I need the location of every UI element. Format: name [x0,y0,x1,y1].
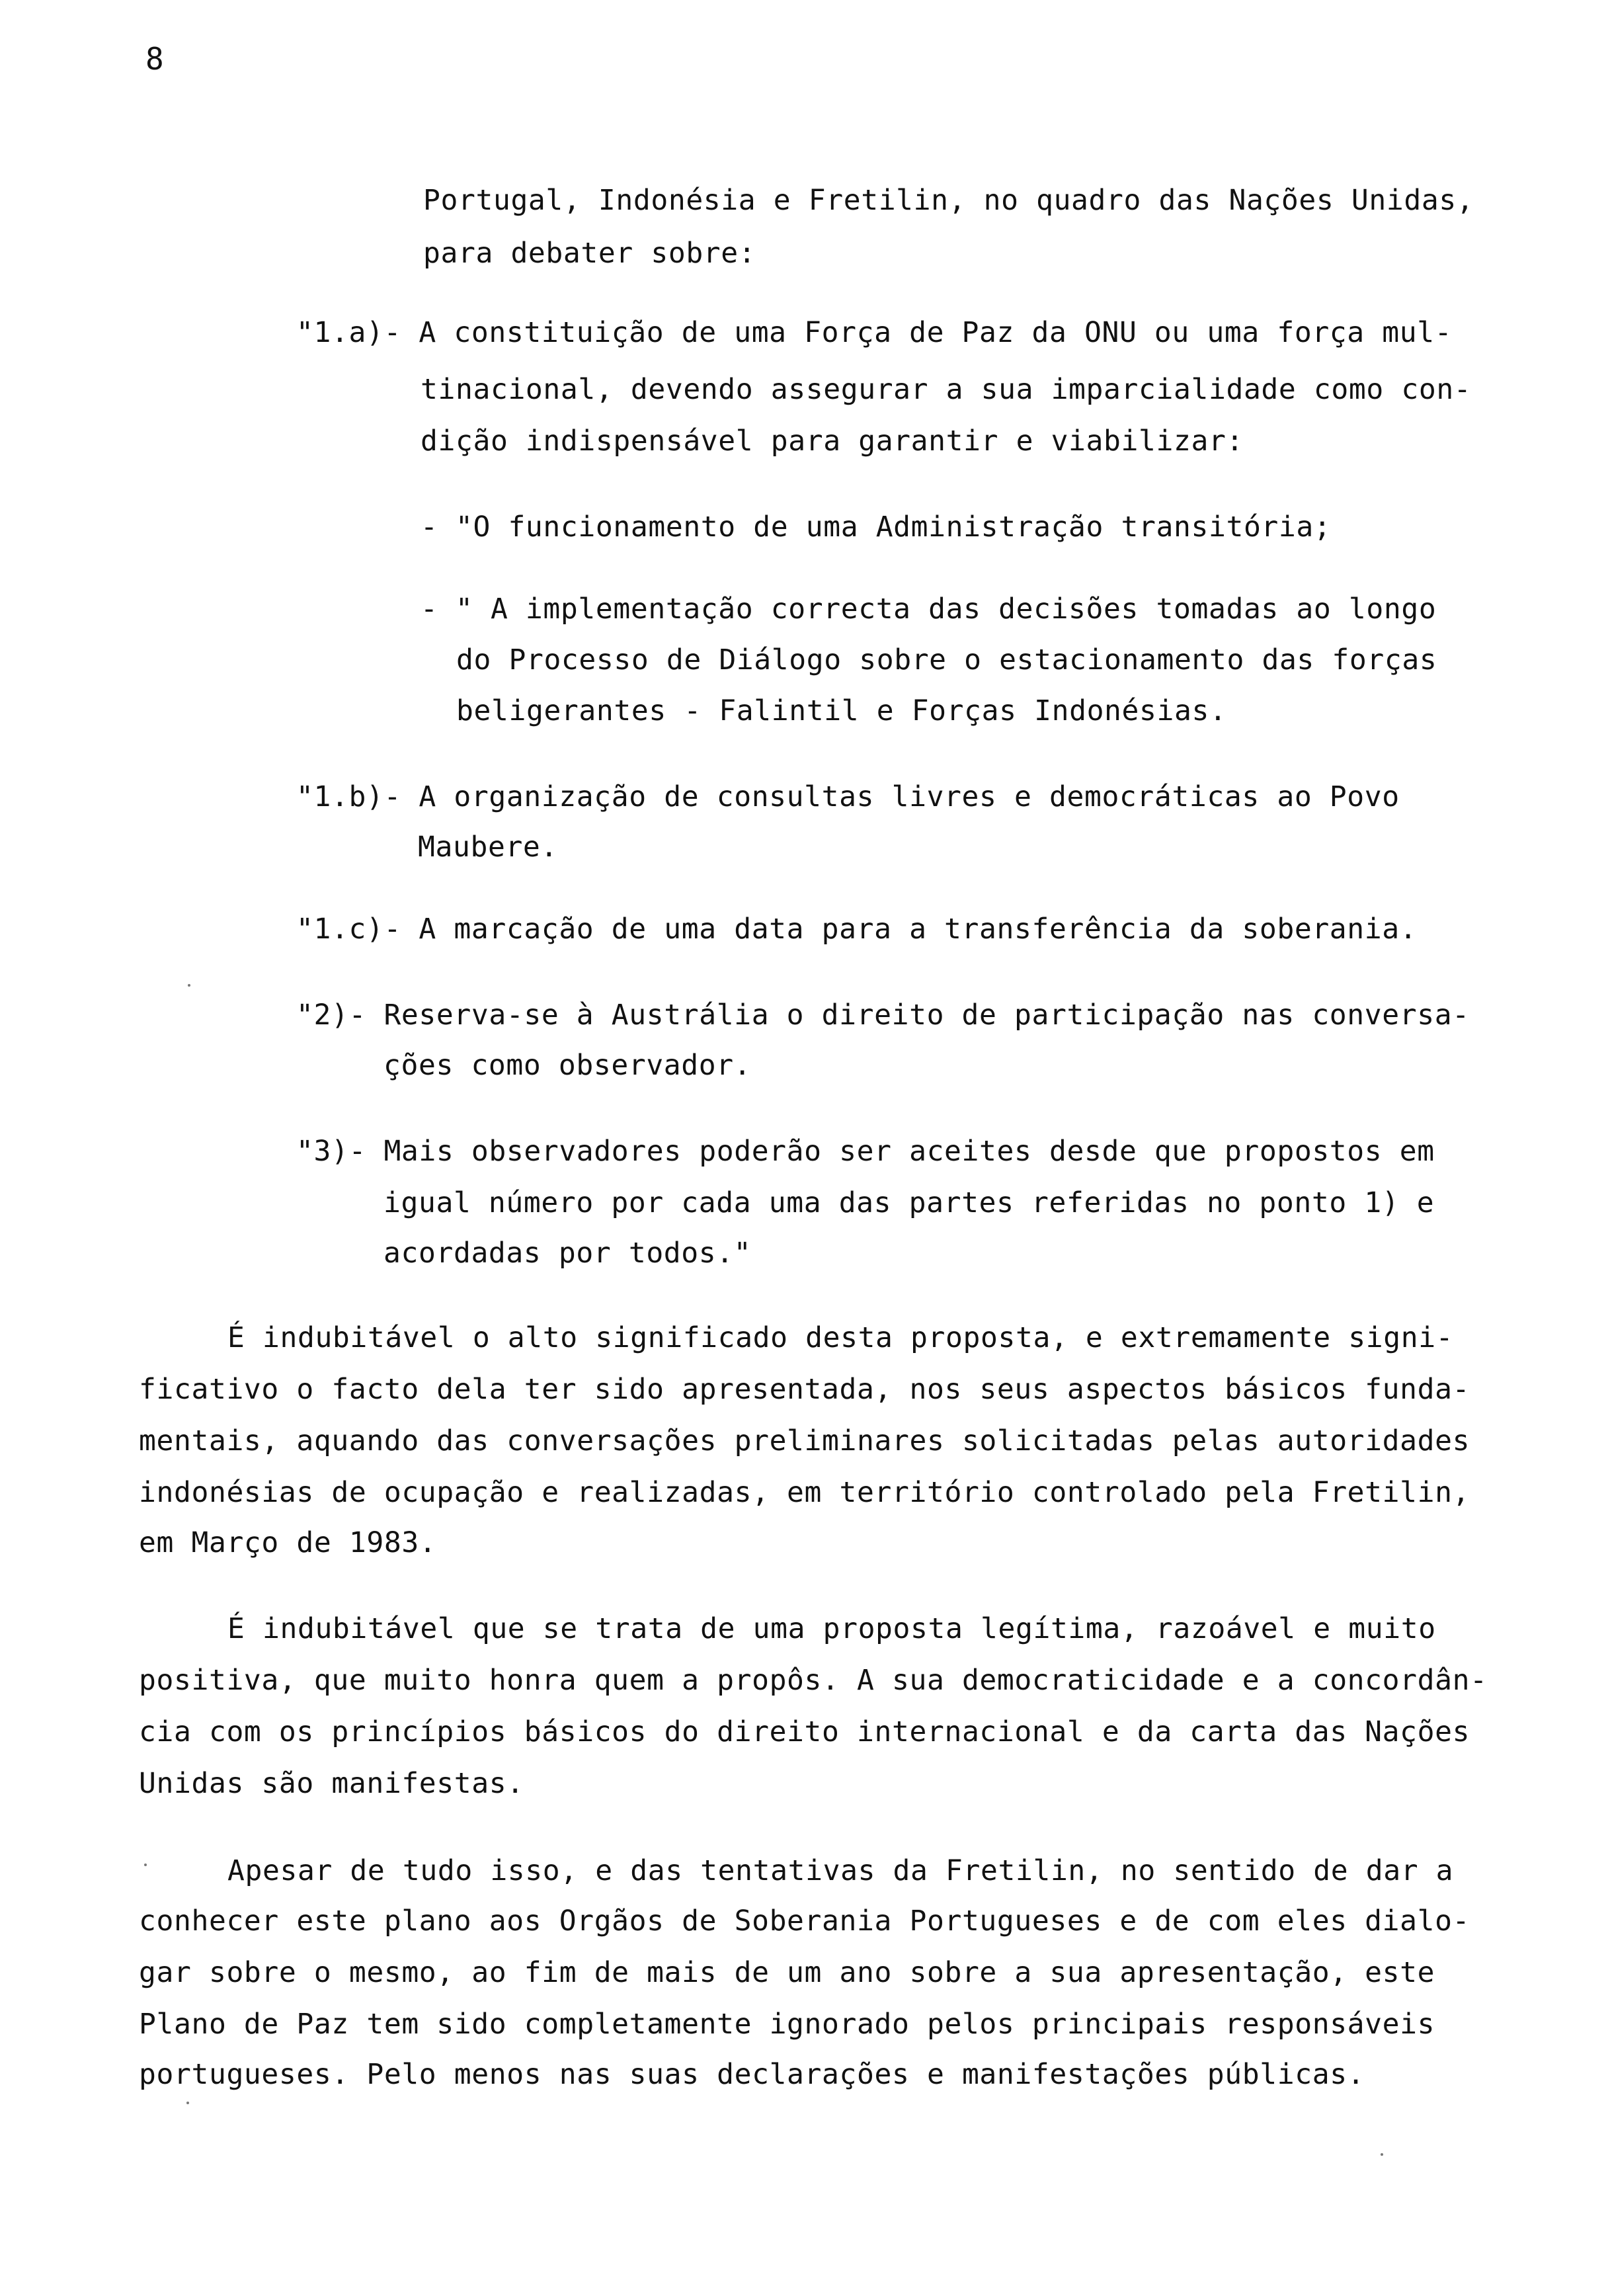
item-3-line: "3)- Mais observadores poderão ser aceites desde que propostos em [296,1135,1435,1168]
scan-speck [186,2102,189,2104]
page-number: 8 [145,41,164,77]
paragraph-line: positiva, que muito honra quem a propôs. A sua democraticidade e a concordân- [139,1664,1488,1697]
item-3-line: igual número por cada uma das partes referidas no ponto 1) e [383,1186,1435,1219]
item-1b-line: Maubere. [418,831,558,864]
item-2-line: "2)- Reserva-se à Austrália o direito de participação nas conversa- [296,999,1470,1032]
intro-line: Portugal, Indonésia e Fretilin, no quadro das Nações Unidas, [423,184,1474,217]
paragraph-line: Unidas são manifestas. [139,1767,524,1800]
paragraph-line: Apesar de tudo isso, e das tentativas da Fretilin, no sentido de dar a [227,1854,1454,1887]
paragraph-line: em Março de 1983. [139,1526,437,1559]
paragraph-line: indonésias de ocupação e realizadas, em território controlado pela Fretilin, [139,1476,1470,1509]
item-1c-line: "1.c)- A marcação de uma data para a transferência da soberania. [296,913,1418,946]
paragraph-line: gar sobre o mesmo, ao fim de mais de um ano sobre a sua apresentação, este [139,1956,1435,1989]
paragraph-line: ficativo o facto dela ter sido apresentada, nos seus aspectos básicos funda- [139,1373,1470,1406]
bullet-line: do Processo de Diálogo sobre o estacionamento das forças [456,643,1437,676]
intro-line: para debater sobre: [423,237,756,270]
paragraph-line: É indubitável o alto significado desta proposta, e extremamente signi- [227,1321,1454,1354]
paragraph-line: cia com os princípios básicos do direito internacional e da carta das Nações [139,1715,1470,1748]
item-1a-line: dição indispensável para garantir e viabilizar: [421,425,1244,458]
item-1b-line: "1.b)- A organização de consultas livres e democráticas ao Povo [296,780,1400,813]
item-2-line: ções como observador. [383,1049,752,1082]
paragraph-line: É indubitável que se trata de uma proposta legítima, razoável e muito [227,1612,1436,1645]
item-1a-line: tinacional, devendo assegurar a sua imparcialidade como con- [421,373,1472,406]
item-1a-line: "1.a)- A constituição de uma Força de Paz da ONU ou uma força mul- [296,316,1453,349]
scan-speck [144,1864,147,1866]
paragraph-line: conhecer este plano aos Orgãos de Soberania Portugueses e de com eles dialo- [139,1905,1470,1938]
bullet-line: - "O funcionamento de uma Administração transitória; [421,511,1332,544]
paragraph-line: portugueses. Pelo menos nas suas declarações e manifestações públicas. [139,2058,1365,2091]
paragraph-line: mentais, aquando das conversações preliminares solicitadas pelas autoridades [139,1424,1470,1457]
paragraph-line: Plano de Paz tem sido completamente ignorado pelos principais responsáveis [139,2008,1435,2041]
scan-speck [1381,2153,1383,2156]
bullet-line: - " A implementação correcta das decisões tomadas ao longo [421,593,1437,626]
item-3-line: acordadas por todos." [383,1237,752,1270]
scan-speck [188,984,190,987]
bullet-line: beligerantes - Falintil e Forças Indonésias. [456,694,1227,727]
